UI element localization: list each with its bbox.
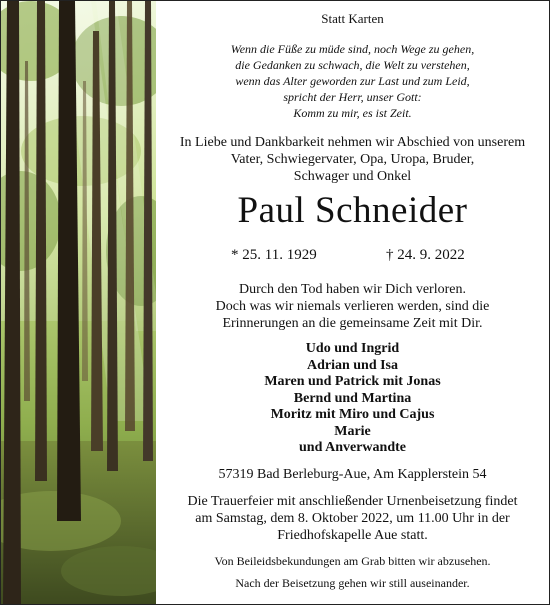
deceased-name: Paul Schneider xyxy=(237,190,468,231)
birth-date: * 25. 11. 1929 xyxy=(231,247,317,263)
poem xyxy=(156,41,549,121)
header-statt-karten: Statt Karten xyxy=(321,11,384,26)
family-address: 57319 Bad Berleburg-Aue, Am Kapplerstein 54 xyxy=(218,467,487,482)
poem-line: spricht der Herr, unser Gott: xyxy=(283,90,422,104)
poem-line: Wenn die Füße zu müde sind, noch Wege zu gehen, xyxy=(230,42,475,56)
poem-line: die Gedanken zu schwach, die Welt zu verstehen, xyxy=(235,58,470,72)
condolence-note: Von Beileidsbekundungen am Grab bitten wir abzusehen. xyxy=(214,554,491,568)
intro-line: Vater, Schwiegervater, Opa, Uropa, Bruder, xyxy=(230,152,475,167)
funeral-line: am Samstag, dem 8. Oktober 2022, um 11.00 Uhr in der xyxy=(195,511,510,526)
family-member: Moritz mit Miro und Cajus xyxy=(270,407,435,422)
funeral-line: Friedhofskapelle Aue statt. xyxy=(277,528,428,543)
family-member: Marie xyxy=(334,423,371,439)
family-member: und Anverwandte xyxy=(299,440,406,455)
poem-line: wenn das Alter geworden zur Last und zum Leid, xyxy=(235,74,470,88)
verse-line: Durch den Tod haben wir Dich verloren. xyxy=(239,282,466,297)
death-date: † 24. 9. 2022 xyxy=(386,247,465,263)
intro-line: Schwager und Onkel xyxy=(293,169,412,184)
intro-line: In Liebe und Dankbarkeit nehmen wir Abschied von unserem xyxy=(179,135,526,150)
memorial-verse xyxy=(156,281,549,332)
family-member: Adrian und Isa xyxy=(306,357,399,373)
poem-line: Komm zu mir, es ist Zeit. xyxy=(293,106,412,120)
family-member: Maren und Patrick mit Jonas xyxy=(264,374,441,389)
farewell-note: Nach der Beisetzung gehen wir still auseinander. xyxy=(235,576,470,590)
family-member: Bernd und Martina xyxy=(293,390,412,406)
intro-text xyxy=(156,134,549,185)
family-list xyxy=(156,341,549,457)
family-member: Udo und Ingrid xyxy=(305,341,400,356)
forest-photo xyxy=(1,1,156,604)
verse-line: Doch was wir niemals verlieren werden, sind die xyxy=(215,299,490,314)
verse-line: Erinnerungen an die gemeinsame Zeit mit Dir. xyxy=(222,316,483,331)
obituary-text xyxy=(156,1,549,604)
funeral-info xyxy=(156,493,549,544)
funeral-line: Die Trauerfeier mit anschließender Urnenbeisetzung findet xyxy=(187,494,518,509)
